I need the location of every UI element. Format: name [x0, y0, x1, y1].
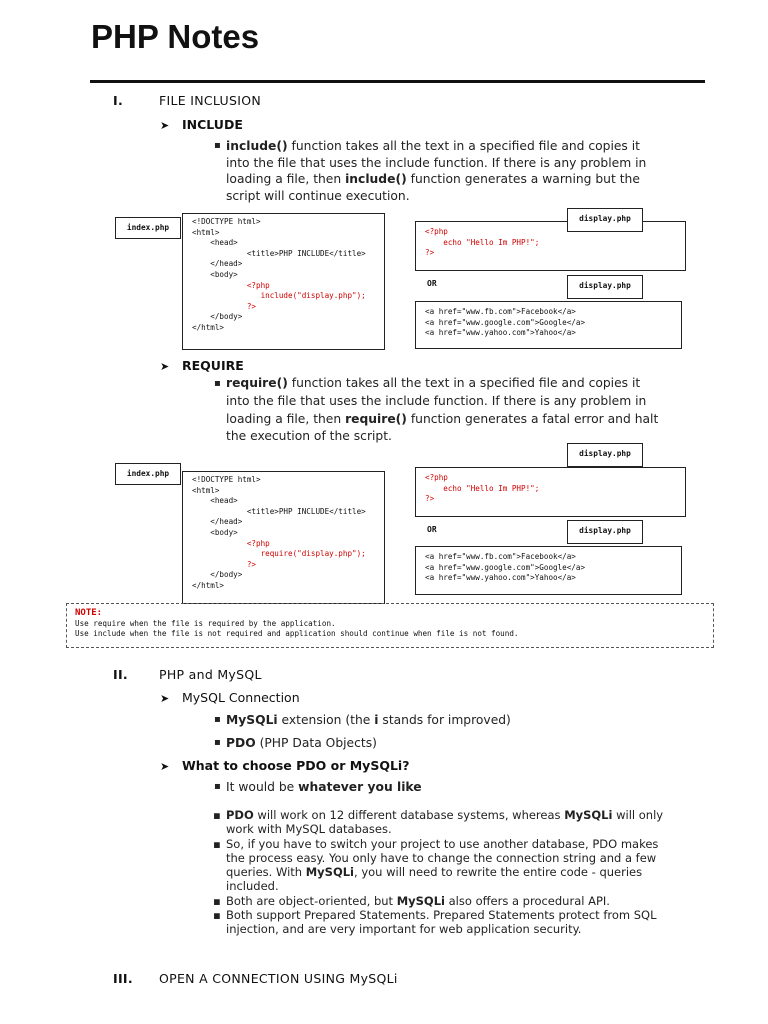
note-line: Use require when the file is required by the application. — [75, 618, 336, 628]
display-php-label: display.php — [567, 208, 643, 232]
section-title: FILE INCLUSION — [159, 93, 261, 108]
code-line: </head> — [192, 259, 243, 269]
section-title: OPEN A CONNECTION USING MySQLi — [159, 971, 398, 986]
code-line-php: <?php — [192, 280, 270, 290]
index-php-label-require: index.php — [115, 463, 181, 485]
arrow-bullet-icon: ➤ — [160, 360, 170, 373]
arrow-bullet-icon: ➤ — [160, 692, 170, 705]
list-item: ▪ Both support Prepared Statements. Prepared Statements protect from SQL injection, and are very important for web application security. — [213, 908, 657, 937]
list-item: ▪ PDO will work on 12 different database systems, whereas MySQLi will only work with MySQL databases. — [213, 808, 664, 837]
section-number: II. — [113, 667, 128, 682]
mysql-connection-heading: ➤ MySQL Connection — [160, 690, 300, 705]
square-bullet-icon: ▪ — [214, 737, 221, 748]
index-code-box — [182, 213, 385, 350]
note-heading: NOTE: — [75, 608, 103, 618]
arrow-bullet-icon: ➤ — [160, 119, 170, 132]
note-line: Use include when the file is not required and application should continue when file is not found. — [75, 629, 519, 638]
or-label-require: OR — [427, 525, 437, 534]
include-paragraph: ▪ include() function takes all the text in a specified file and copies it into the file that uses the include function. If there is any problem in loading a file, then include() function generates a warning but the script will continue execution. — [214, 139, 647, 203]
code-line: <!DOCTYPE html> — [192, 217, 261, 226]
square-bullet-icon: ▪ — [214, 378, 221, 389]
code-line: <html> — [192, 227, 220, 237]
pdo-item: ▪ PDO (PHP Data Objects) — [214, 736, 377, 750]
section-number: I. — [113, 93, 123, 108]
comparison-list — [213, 808, 665, 937]
include-heading: ➤ INCLUDE — [160, 117, 243, 132]
section-number: III. — [113, 971, 133, 986]
code-line: </body> — [192, 312, 243, 322]
index-php-label: index.php — [115, 217, 181, 239]
mysqli-item: ▪ MySQLi extension (the i stands for improved) — [214, 713, 511, 727]
section-3-heading — [113, 971, 613, 987]
code-line-php: ?> — [192, 301, 257, 311]
code-line-php: include("display.php"); — [192, 291, 366, 301]
display-code-box: <?php echo "Hello Im PHP!"; ?> — [415, 221, 686, 271]
require-paragraph: ▪ require() function takes all the text in a specified file and copies it into the file that uses the include function. If there is any problem in loading a file, then require() function generates a fatal error and halt the execution of the script. — [214, 376, 659, 444]
code-line: </html> — [192, 322, 225, 332]
title-rule — [90, 80, 705, 83]
code-line: <body> — [192, 269, 238, 279]
square-bullet-icon: ▪ — [214, 714, 221, 725]
display-php-label-require-2: display.php — [567, 520, 643, 544]
choose-heading: ➤ What to choose PDO or MySQLi? — [160, 758, 410, 773]
display-code-box-require: <?php echo "Hello Im PHP!"; ?> — [415, 467, 686, 517]
choose-item: ▪ It would be whatever you like — [214, 780, 422, 794]
list-item: ▪ Both are object-oriented, but MySQLi also offers a procedural API. — [213, 893, 610, 908]
square-bullet-icon: ▪ — [214, 140, 221, 151]
square-bullet-icon: ▪ — [214, 781, 221, 792]
section-title: PHP and MySQL — [159, 667, 262, 682]
arrow-bullet-icon: ➤ — [160, 760, 170, 773]
section-2-heading — [113, 667, 513, 683]
section-1-heading — [113, 93, 513, 109]
code-line: <head> — [192, 238, 238, 248]
display-php-label-require: display.php — [567, 443, 643, 467]
index-code-box-require: <!DOCTYPE html> <html> <head> <title>PHP INCLUDE</title> </head> <body> <?php require("display.php"); ?> </body> </html> — [182, 471, 385, 604]
note-box — [66, 603, 714, 648]
list-item: ▪ So, if you have to switch your project to use another database, PDO makes the process easy. You only have to change the connection string and a few queries. With MySQLi, you will need to rewrite the entire code - queries included. — [213, 836, 659, 894]
links-code-box: <a href="www.fb.com">Facebook</a> <a href="www.google.com">Google</a> <a href="www.yahoo.com">Yahoo</a> — [415, 301, 682, 349]
require-heading: ➤ REQUIRE — [160, 358, 244, 373]
links-code-box-require: <a href="www.fb.com">Facebook</a> <a href="www.google.com">Google</a> <a href="www.yahoo.com">Yahoo</a> — [415, 546, 682, 595]
code-line: <title>PHP INCLUDE</title> — [192, 248, 366, 258]
page-title: PHP Notes — [91, 18, 260, 55]
display-php-label-2: display.php — [567, 275, 643, 299]
or-label: OR — [427, 279, 437, 288]
